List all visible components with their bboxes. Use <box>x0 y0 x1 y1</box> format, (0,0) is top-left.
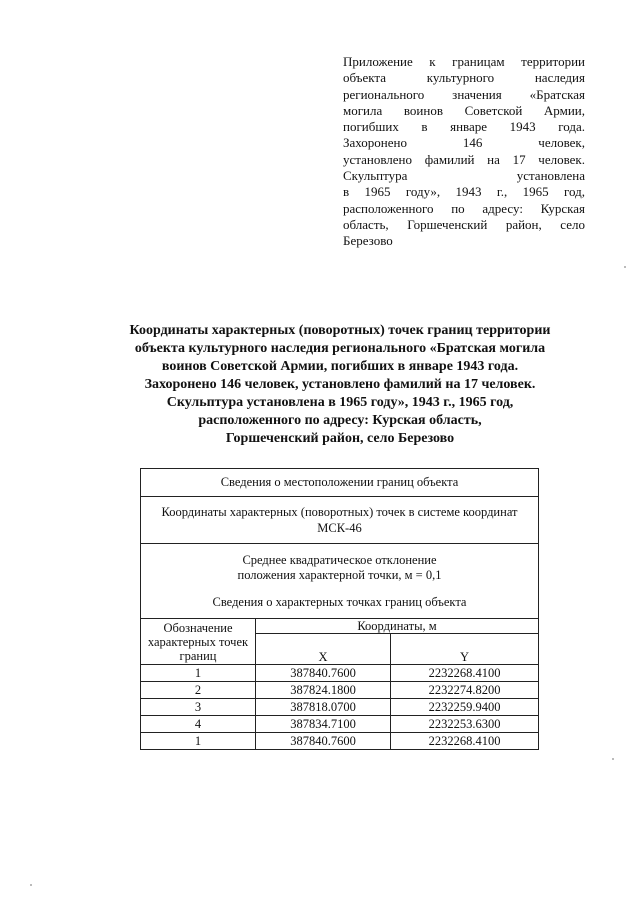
appendix-line: Березово <box>343 233 393 249</box>
appendix-line: в 1965 году», 1943 г., 1965 год, <box>343 184 585 200</box>
y-cell: 2232268.4100 <box>391 665 539 682</box>
x-cell: 387834.7100 <box>256 716 391 733</box>
title-line: воинов Советской Армии, погибших в январе 1943 года. <box>161 359 519 374</box>
scan-speck <box>624 266 626 268</box>
appendix-line: Захоронено 146 человек, <box>343 135 585 151</box>
coordinates-header: Координаты, м <box>256 619 539 634</box>
table-row <box>141 665 539 682</box>
table-header-row <box>141 497 539 544</box>
appendix-note <box>343 54 585 250</box>
scan-speck <box>30 884 32 886</box>
points-header: Сведения о характерных точках границ объекта <box>212 594 467 609</box>
table-row <box>141 733 539 750</box>
column-header-row <box>141 619 539 634</box>
title-line: Горшеченский район, село Березово <box>225 431 455 446</box>
coordinate-system-cell <box>141 497 539 544</box>
appendix-line: объекта культурного наследия <box>343 70 585 86</box>
point-cell: 4 <box>141 716 256 733</box>
designation-header: Обозначение характерных точек границ <box>141 619 256 665</box>
coordinate-system-label: Координаты характерных (поворотных) точек в системе координат <box>161 505 518 519</box>
point-cell: 3 <box>141 699 256 716</box>
x-cell: 387824.1800 <box>256 682 391 699</box>
point-cell: 1 <box>141 733 256 750</box>
table-row <box>141 716 539 733</box>
title-line: расположенного по адресу: Курская область, <box>198 413 482 428</box>
x-cell: 387840.7600 <box>256 665 391 682</box>
appendix-line: регионального значения «Братская <box>343 86 585 102</box>
scan-speck <box>612 758 614 760</box>
appendix-line: погибших в январе 1943 года. <box>343 119 585 135</box>
title-line: объекта культурного наследия регионального «Братская могила <box>134 341 546 356</box>
appendix-line: расположенного по адресу: Курская <box>343 200 585 216</box>
accuracy-value: положения характерной точки, м = 0,1 <box>237 567 442 582</box>
title-line: Координаты характерных (поворотных) точек границ территории <box>129 323 551 338</box>
accuracy-label: Среднее квадратическое отклонение <box>242 552 437 567</box>
table-header-row <box>141 544 539 619</box>
point-cell: 2 <box>141 682 256 699</box>
y-cell: 2232268.4100 <box>391 733 539 750</box>
appendix-line: установлено фамилий на 17 человек. <box>343 151 585 167</box>
section-header-cell: Сведения о местоположении границ объекта <box>141 469 539 497</box>
x-cell: 387840.7600 <box>256 733 391 750</box>
title-line: Скульптура установлена в 1965 году», 1943 г., 1965 год, <box>166 395 514 410</box>
accuracy-cell <box>141 544 539 619</box>
x-cell: 387818.0700 <box>256 699 391 716</box>
appendix-line: Скульптура установлена <box>343 168 585 184</box>
appendix-line: могила воинов Советской Армии, <box>343 102 585 118</box>
x-header: X <box>256 634 391 665</box>
y-header: Y <box>391 634 539 665</box>
y-cell: 2232253.6300 <box>391 716 539 733</box>
y-cell: 2232274.8200 <box>391 682 539 699</box>
coordinates-table <box>140 468 539 750</box>
title-line: Захоронено 146 человек, установлено фамилий на 17 человек. <box>144 377 536 392</box>
document-title <box>100 322 580 448</box>
appendix-line: Приложение к границам территории <box>343 54 585 69</box>
y-cell: 2232259.9400 <box>391 699 539 716</box>
table-header-row <box>141 469 539 497</box>
table-row <box>141 699 539 716</box>
point-cell: 1 <box>141 665 256 682</box>
table-row <box>141 682 539 699</box>
appendix-line: область, Горшеченский район, село <box>343 216 585 232</box>
coordinate-system-name: МСК-46 <box>317 521 362 535</box>
